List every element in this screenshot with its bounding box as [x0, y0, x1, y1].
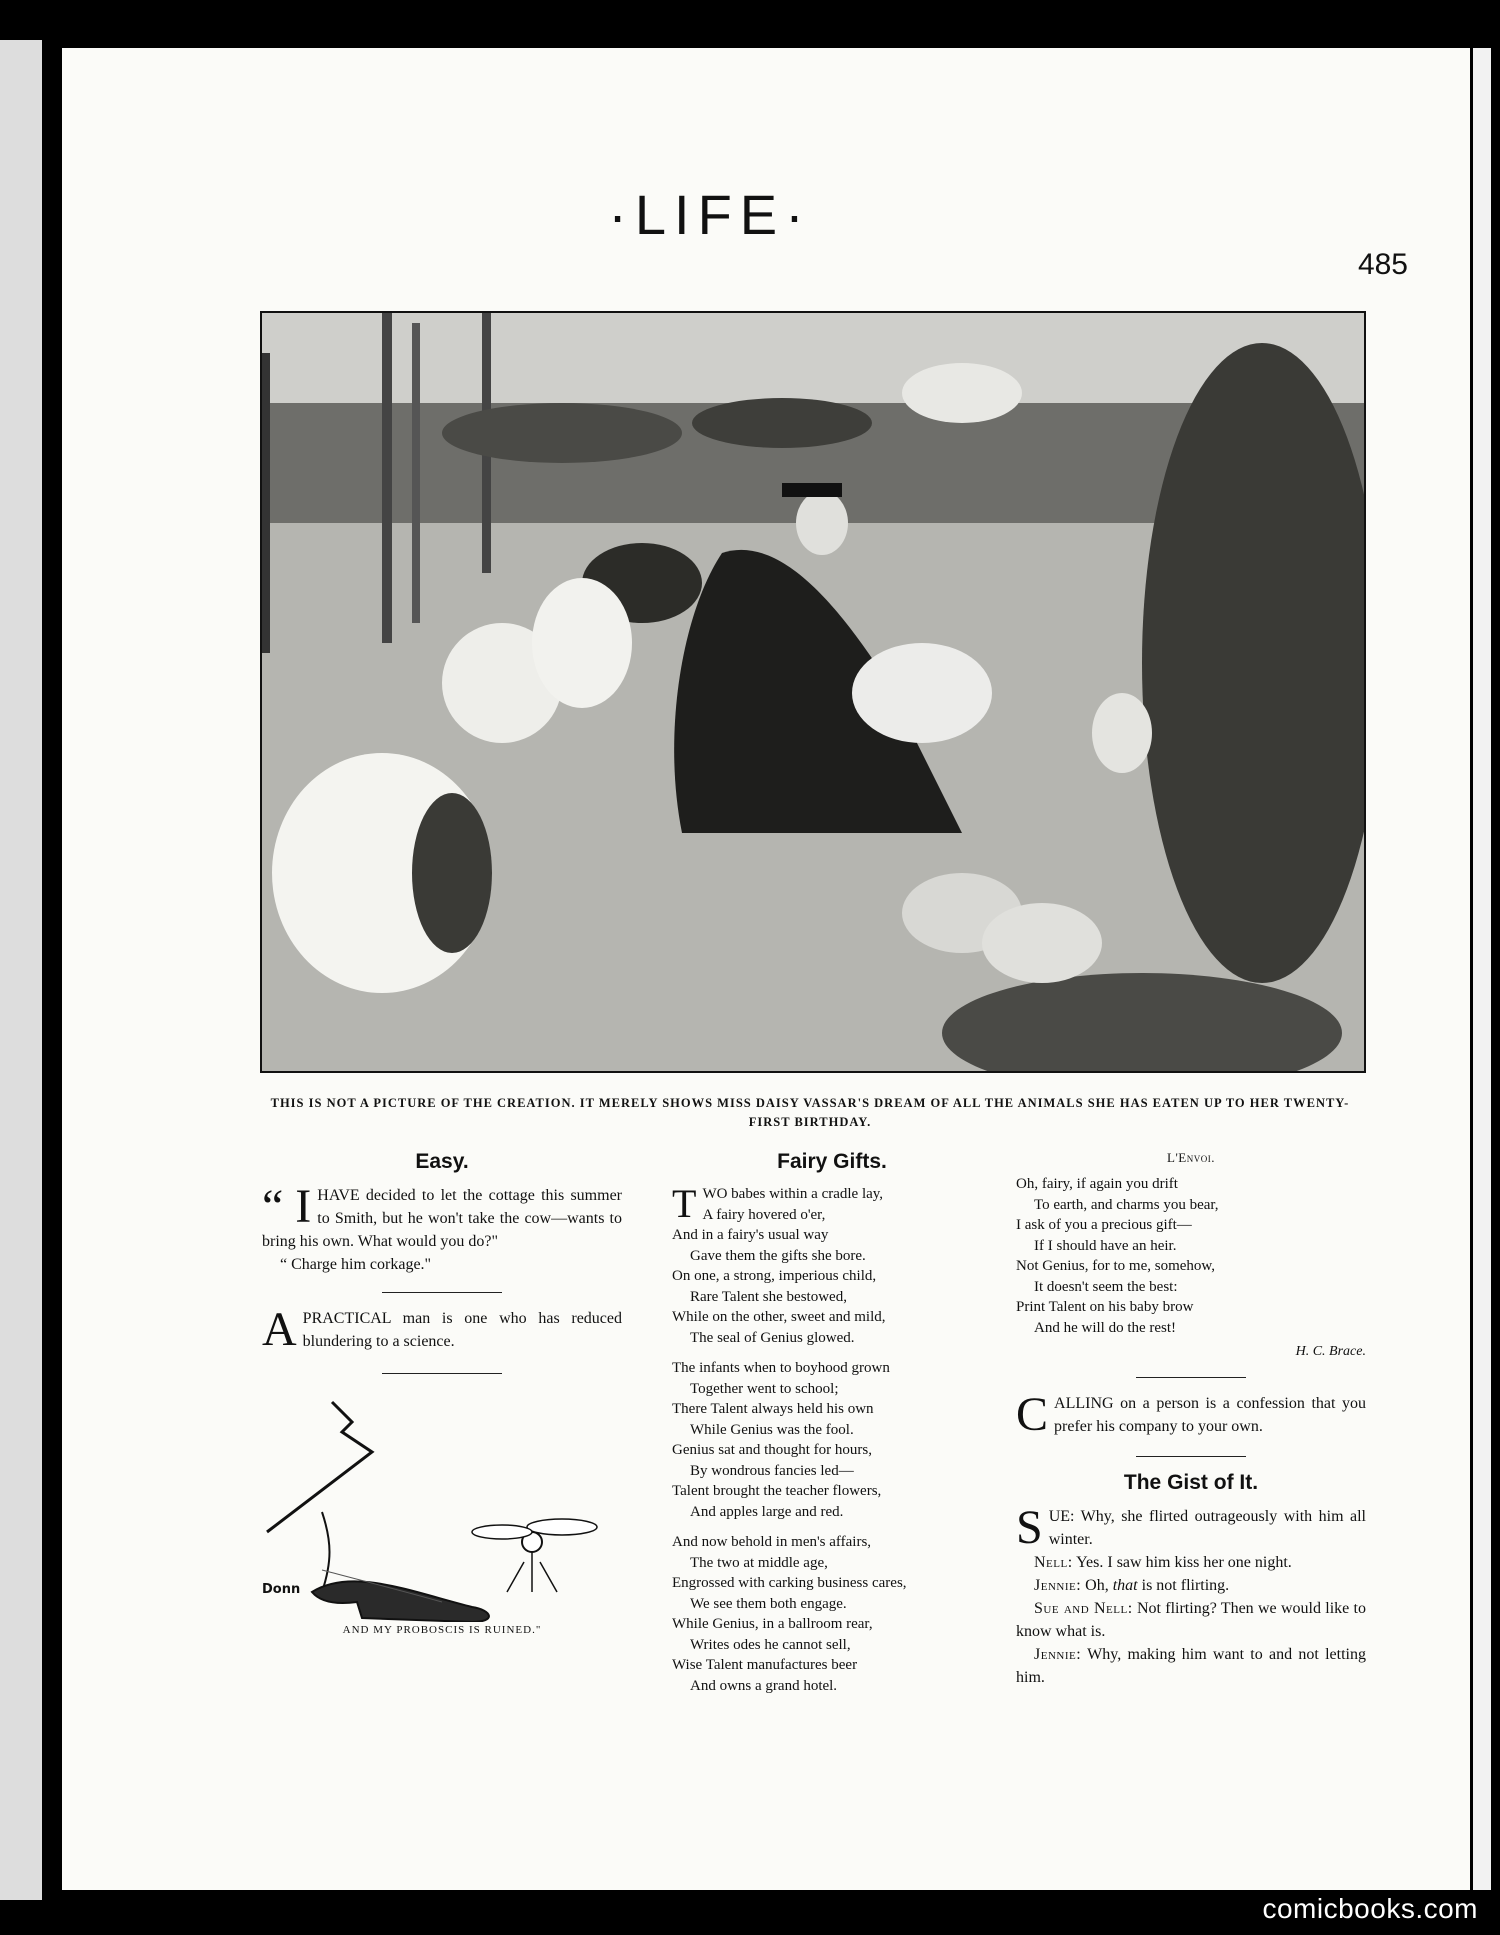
verse-line: We see them both engage. — [690, 1595, 847, 1612]
gist-title: The Gist of It. — [1123, 1470, 1259, 1494]
envoi-title: L'Envoi. — [1167, 1150, 1215, 1165]
verse-line: Wise Talent manufactures beer — [672, 1657, 858, 1673]
verse-line: While on the other, sweet and mild, — [672, 1309, 886, 1325]
facing-page-edge — [0, 40, 44, 1900]
calling-drop-cap: C — [1016, 1387, 1049, 1441]
verse-line: By wondrous fancies led— — [690, 1462, 854, 1479]
divider-rule — [1136, 1456, 1246, 1457]
fairy-gifts-stanza-3 — [672, 1532, 992, 1696]
verse-line: And owns a grand hotel. — [690, 1677, 838, 1694]
gist-line-5 — [1016, 1643, 1366, 1689]
verse-line: The two at middle age, — [690, 1554, 828, 1571]
verse-line: While Genius, in a ballroom rear, — [672, 1616, 873, 1632]
practical-paragraph — [262, 1303, 622, 1356]
verse-line: Rare Talent she bestowed, — [690, 1288, 847, 1305]
verse-line: To earth, and charms you bear, — [1034, 1196, 1219, 1213]
verse-line: And now behold in men's affairs, — [672, 1534, 872, 1550]
column-2 — [672, 1150, 992, 1706]
fairy-gifts-drop-cap: T — [672, 1181, 697, 1226]
main-illustration — [260, 311, 1366, 1073]
fairy-gifts-stanza-2 — [672, 1358, 992, 1522]
gist-text-3a: Oh, — [1081, 1576, 1113, 1594]
gist-text-3b: that — [1112, 1576, 1138, 1594]
column-3 — [1016, 1150, 1366, 1689]
illustration-caption: THIS IS NOT A PICTURE OF THE CREATION. IT MERELY SHOWS MISS DAISY VASSAR'S DREAM OF ALL THE ANIMALS SHE HAS EATEN UP TO HER TWENTY-FIRST BIRTHDAY. — [270, 1096, 1350, 1129]
verse-line: On one, a strong, imperious child, — [672, 1268, 877, 1284]
divider-rule — [1136, 1377, 1246, 1378]
easy-paragraph — [262, 1180, 622, 1253]
easy-title: Easy. — [415, 1150, 469, 1173]
cartoon-caption: AND MY PROBOSCIS IS RUINED." — [342, 1624, 542, 1636]
calling-paragraph — [1016, 1387, 1366, 1441]
gist-text-3c: is not flirting. — [1137, 1576, 1230, 1594]
practical-text: PRACTICAL man is one who has reduced blundering to a science. — [302, 1310, 622, 1350]
shoe-and-mosquito-drawing — [262, 1392, 622, 1622]
cartoon-signature: Donn — [262, 1582, 301, 1597]
verse-line: Oh, fairy, if again you drift — [1016, 1176, 1178, 1192]
verse-line: And in a fairy's usual way — [672, 1227, 829, 1243]
verse-line: The seal of Genius glowed. — [690, 1329, 855, 1346]
verse-line: And apples large and red. — [690, 1503, 844, 1520]
verse-line: Together went to school; — [690, 1380, 839, 1397]
verse-line: I ask of you a precious gift— — [1016, 1217, 1192, 1233]
mosquito-cartoon — [262, 1392, 622, 1622]
gist-text-2: Yes. I saw him kiss her one night. — [1072, 1553, 1292, 1571]
envoi-stanza — [1016, 1174, 1366, 1363]
gist-text-1: UE: Why, she flirted outrageously with him all winter. — [1048, 1507, 1366, 1548]
gist-line-4 — [1016, 1597, 1366, 1643]
page-stack-edge — [1470, 48, 1491, 1890]
verse-line: It doesn't seem the best: — [1034, 1278, 1178, 1295]
calling-text: ALLING on a person is a confession that you prefer his company to your own. — [1054, 1394, 1366, 1435]
verse-line: Genius sat and thought for hours, — [672, 1442, 872, 1458]
envoi-author: H. C. Brace. — [1295, 1344, 1366, 1359]
masthead-title: ·LIFE· — [608, 183, 812, 246]
gist-text-4: Not flirting? Then we would like to know what is. — [1016, 1599, 1366, 1640]
verse-line: If I should have an heir. — [1034, 1237, 1177, 1254]
easy-reply: “ Charge him corkage." — [280, 1256, 432, 1273]
speaker-name: Nell: — [1034, 1553, 1073, 1571]
speaker-name: Jennie: — [1034, 1576, 1082, 1594]
verse-line: WO babes within a cradle lay, — [702, 1186, 884, 1202]
fairy-gifts-stanza-1 — [672, 1181, 992, 1348]
verse-line: Gave them the gifts she bore. — [690, 1247, 866, 1264]
verse-line: Writes odes he cannot sell, — [690, 1636, 851, 1653]
verse-line: Not Genius, for to me, somehow, — [1016, 1258, 1215, 1274]
speaker-name: Sue and Nell: — [1034, 1599, 1133, 1617]
verse-line: Print Talent on his baby brow — [1016, 1299, 1194, 1315]
practical-drop-cap: A — [262, 1303, 297, 1356]
verse-line: A fairy hovered o'er, — [702, 1206, 826, 1223]
verse-line: The infants when to boyhood grown — [672, 1360, 890, 1376]
gist-text-5: Why, making him want to and not letting him. — [1016, 1645, 1366, 1686]
divider-rule — [382, 1292, 502, 1293]
column-1 — [262, 1150, 622, 1636]
gist-line-3 — [1016, 1574, 1366, 1597]
speaker-name: Jennie: — [1034, 1645, 1082, 1663]
gist-line-2 — [1016, 1551, 1366, 1574]
watermark: comicbooks.com — [1262, 1893, 1478, 1924]
dream-of-animals-picture — [262, 313, 1364, 1071]
page-number: 485 — [1357, 248, 1408, 281]
verse-line: While Genius was the fool. — [690, 1421, 854, 1438]
verse-line: And he will do the rest! — [1034, 1319, 1177, 1336]
divider-rule — [382, 1373, 502, 1374]
verse-line: Engrossed with carking business cares, — [672, 1575, 907, 1591]
fairy-gifts-title: Fairy Gifts. — [777, 1150, 887, 1173]
easy-text: HAVE decided to let the cottage this summer to Smith, but he won't take the cow—wants to bring his own. What would you do?" — [262, 1187, 622, 1250]
gist-drop-cap: S — [1016, 1500, 1043, 1554]
easy-drop-cap: “ I — [262, 1180, 312, 1233]
gist-line-1 — [1016, 1500, 1366, 1554]
verse-line: There Talent always held his own — [672, 1401, 874, 1417]
verse-line: Talent brought the teacher flowers, — [672, 1483, 882, 1499]
